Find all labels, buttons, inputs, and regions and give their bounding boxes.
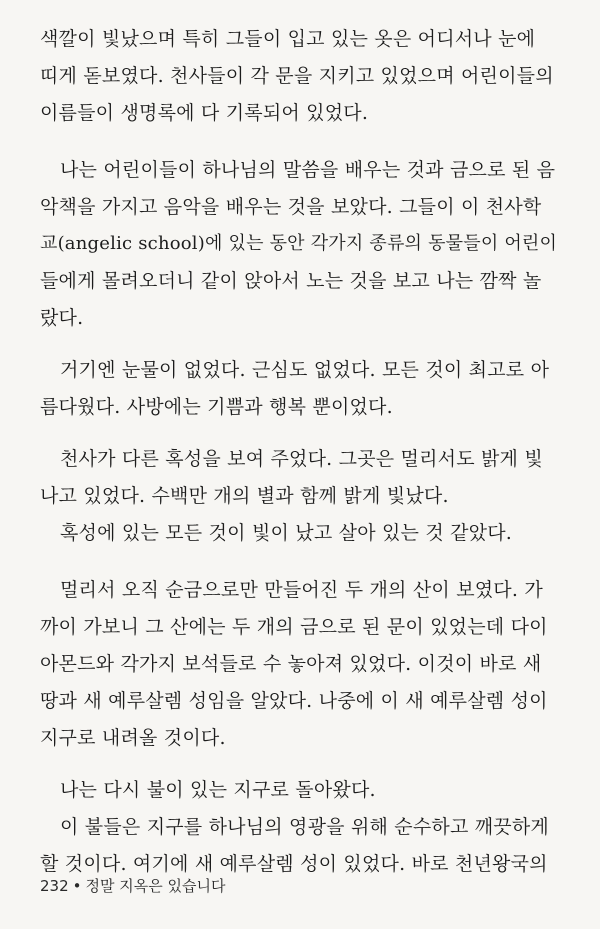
text-line: 교(angelic school)에 있는 동안 각가지 종류의 동물들이 어린이 xyxy=(40,233,558,254)
text-line: 이 불들은 지구를 하나님의 영광을 위해 순수하고 깨끗하게 xyxy=(60,816,549,838)
text-line: 이름들이 생명록에 다 기록되어 있었다. xyxy=(40,102,369,124)
text-line: 땅과 새 예루살렘 성임을 알았다. 나중에 이 새 예루살렘 성이 xyxy=(40,690,548,712)
text-line: 혹성에 있는 모든 것이 빛이 났고 살아 있는 것 같았다. xyxy=(60,522,513,544)
page-footer xyxy=(40,876,225,896)
book-title: 정말 지옥은 있습니다 xyxy=(85,877,226,895)
text-line: 천사가 다른 혹성을 보여 주었다. 그곳은 멀리서도 밝게 빛 xyxy=(60,448,543,470)
text-line: 랐다. xyxy=(40,307,84,329)
text-line: 지구로 내려올 것이다. xyxy=(40,727,226,749)
text-line: 나는 다시 불이 있는 지구로 돌아왔다. xyxy=(60,779,376,801)
text-line: 할 것이다. 여기에 새 예루살렘 성이 있었다. 바로 천년왕국의 xyxy=(40,853,548,875)
text-line: 아몬드와 각가지 보석들로 수 놓아져 있었다. 이것이 바로 새 xyxy=(40,653,542,675)
page-number: 232 xyxy=(40,877,69,895)
text-line: 악책을 가지고 음악을 배우는 것을 보았다. 그들이 이 천사학 xyxy=(40,196,542,218)
text-line: 름다웠다. 사방에는 기쁨과 행복 뿐이었다. xyxy=(40,396,393,418)
text-line: 들에게 몰려오더니 같이 앉아서 노는 것을 보고 나는 깜짝 놀 xyxy=(40,270,542,292)
text-line: 까이 가보니 그 산에는 두 개의 금으로 된 문이 있었는데 다이 xyxy=(40,616,548,638)
text-line: 멀리서 오직 순금으로만 만들어진 두 개의 산이 보였다. 가 xyxy=(60,579,543,601)
text-line: 나는 어린이들이 하나님의 말씀을 배우는 것과 금으로 된 음 xyxy=(60,159,556,181)
text-line: 색깔이 빛났으며 특히 그들이 입고 있는 옷은 어디서나 눈에 xyxy=(40,28,536,50)
text-line: 나고 있었다. 수백만 개의 별과 함께 밝게 빛났다. xyxy=(40,485,449,507)
text-line: 띠게 돋보였다. 천사들이 각 문을 지키고 있었으며 어린이들의 xyxy=(40,65,554,87)
footer-separator: • xyxy=(72,877,82,895)
text-line: 거기엔 눈물이 없었다. 근심도 없었다. 모든 것이 최고로 아 xyxy=(60,359,550,381)
